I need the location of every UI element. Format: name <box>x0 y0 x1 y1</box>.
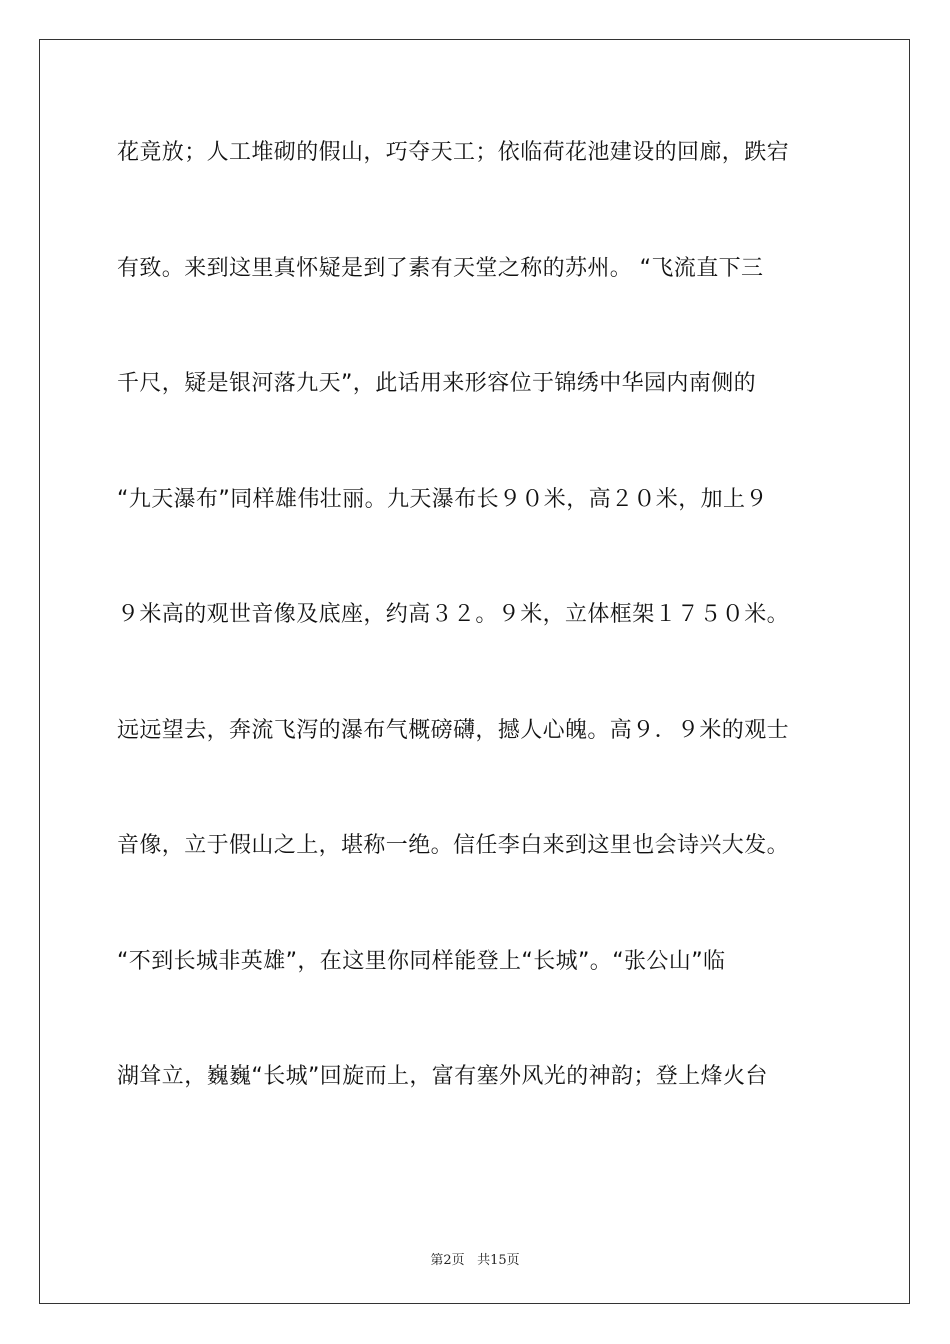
text-line: 音像，立于假山之上，堪称一绝。信任李白来到这里也会诗兴大发。 <box>117 833 790 858</box>
page-number: 第2页 <box>430 1253 465 1268</box>
text-line: “不到长城非英雄”，在这里你同样能登上“长城”。“张公山”临 <box>117 948 726 974</box>
document-body <box>117 130 833 1170</box>
text-line: ９米高的观世音像及底座，约高３２。９米，立体框架１７５０米。 <box>117 602 790 627</box>
footer-spacer <box>465 1253 477 1268</box>
page-footer <box>0 1249 950 1268</box>
text-line: 有致。来到这里真怀疑是到了素有天堂之称的苏州。 “飞流直下三 <box>117 255 764 281</box>
total-pages: 共15页 <box>477 1253 520 1268</box>
text-line: 远远望去，奔流飞泻的瀑布气概磅礴，撼人心魄。高９．９米的观士 <box>117 717 790 743</box>
text-line: “九天瀑布”同样雄伟壮丽。九天瀑布长９０米，高２０米，加上９ <box>117 486 768 512</box>
text-line: 湖耸立，巍巍“长城”回旋而上，富有塞外风光的神韵；登上烽火台 <box>117 1064 768 1089</box>
text-line: 千尺，疑是银河落九天”，此话用来形容位于锦绣中华园内南侧的 <box>117 371 756 396</box>
text-line: 花竟放；人工堆砌的假山，巧夺天工；依临荷花池建设的回廊，跌宕 <box>117 140 790 165</box>
